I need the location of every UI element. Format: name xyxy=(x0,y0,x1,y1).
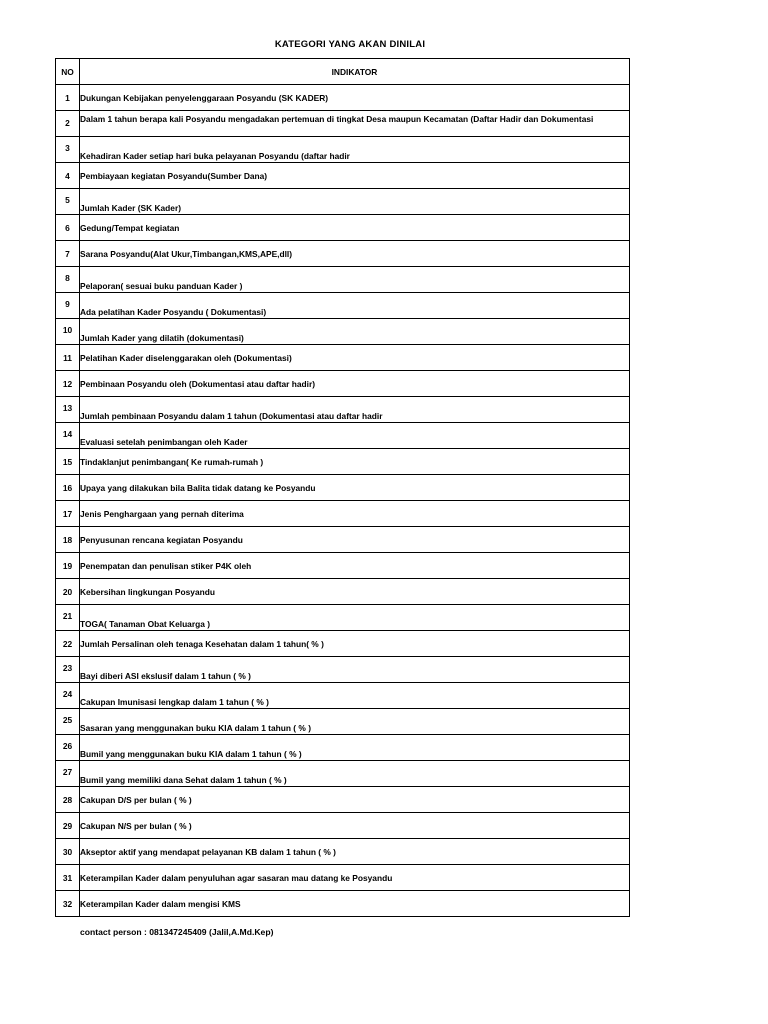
row-indicator: Pembiayaan kegiatan Posyandu(Sumber Dana) xyxy=(80,163,630,189)
table-row xyxy=(56,501,630,527)
row-indicator: Penyusunan rencana kegiatan Posyandu xyxy=(80,527,630,553)
row-indicator: Jumlah Persalinan oleh tenaga Kesehatan dalam 1 tahun( % ) xyxy=(80,631,630,657)
table-row xyxy=(56,813,630,839)
row-number: 9 xyxy=(56,293,80,319)
row-indicator: Kehadiran Kader setiap hari buka pelayanan Posyandu (daftar hadir xyxy=(80,137,630,163)
row-number: 7 xyxy=(56,241,80,267)
row-number: 1 xyxy=(56,85,80,111)
row-indicator: Ada pelatihan Kader Posyandu ( Dokumentasi) xyxy=(80,293,630,319)
row-indicator: Evaluasi setelah penimbangan oleh Kader xyxy=(80,423,630,449)
table-row xyxy=(56,215,630,241)
table-row xyxy=(56,735,630,761)
table-row xyxy=(56,137,630,163)
table-row xyxy=(56,449,630,475)
document-title: KATEGORI YANG AKAN DINILAI xyxy=(274,39,426,50)
row-number: 28 xyxy=(56,787,80,813)
row-indicator: Bumil yang memiliki dana Sehat dalam 1 tahun ( % ) xyxy=(80,761,630,787)
table-row xyxy=(56,683,630,709)
row-indicator: Bayi diberi ASI ekslusif dalam 1 tahun ( % ) xyxy=(80,657,630,683)
table-row xyxy=(56,345,630,371)
row-indicator: Sasaran yang menggunakan buku KIA dalam 1 tahun ( % ) xyxy=(80,709,630,735)
row-indicator: Sarana Posyandu(Alat Ukur,Timbangan,KMS,APE,dll) xyxy=(80,241,630,267)
row-indicator: TOGA( Tanaman Obat Keluarga ) xyxy=(80,605,630,631)
contact-person: contact person : 081347245409 (Jalil,A.Md.Kep) xyxy=(80,927,274,937)
row-number: 24 xyxy=(56,683,80,709)
row-indicator: Tindaklanjut penimbangan( Ke rumah-rumah ) xyxy=(80,449,630,475)
row-indicator: Dukungan Kebijakan penyelenggaraan Posyandu (SK KADER) xyxy=(80,85,630,111)
table-row xyxy=(56,397,630,423)
table-row xyxy=(56,423,630,449)
row-number: 31 xyxy=(56,865,80,891)
indicator-table xyxy=(55,58,630,917)
table-row xyxy=(56,605,630,631)
row-number: 22 xyxy=(56,631,80,657)
table-row xyxy=(56,657,630,683)
row-number: 6 xyxy=(56,215,80,241)
table-row xyxy=(56,163,630,189)
row-number: 21 xyxy=(56,605,80,631)
table-row xyxy=(56,631,630,657)
row-indicator: Upaya yang dilakukan bila Balita tidak datang ke Posyandu xyxy=(80,475,630,501)
header-indikator: INDIKATOR xyxy=(80,59,630,85)
row-indicator: Cakupan N/S per bulan ( % ) xyxy=(80,813,630,839)
row-indicator: Dalam 1 tahun berapa kali Posyandu mengadakan pertemuan di tingkat Desa maupun Kecamatan (Daftar Hadir dan Dokumentasi xyxy=(80,111,630,137)
row-number: 10 xyxy=(56,319,80,345)
row-number: 13 xyxy=(56,397,80,423)
table-header-row xyxy=(56,59,630,85)
header-no: NO xyxy=(56,59,80,85)
row-number: 2 xyxy=(56,111,80,137)
row-number: 30 xyxy=(56,839,80,865)
table-row xyxy=(56,371,630,397)
table-row xyxy=(56,553,630,579)
row-indicator: Pembinaan Posyandu oleh (Dokumentasi atau daftar hadir) xyxy=(80,371,630,397)
row-number: 5 xyxy=(56,189,80,215)
row-number: 32 xyxy=(56,891,80,917)
table-row xyxy=(56,891,630,917)
row-indicator: Akseptor aktif yang mendapat pelayanan KB dalam 1 tahun ( % ) xyxy=(80,839,630,865)
table-row xyxy=(56,527,630,553)
row-indicator: Penempatan dan penulisan stiker P4K oleh xyxy=(80,553,630,579)
row-indicator: Keterampilan Kader dalam penyuluhan agar sasaran mau datang ke Posyandu xyxy=(80,865,630,891)
table-row xyxy=(56,85,630,111)
table-row xyxy=(56,293,630,319)
row-number: 18 xyxy=(56,527,80,553)
table-row xyxy=(56,241,630,267)
row-number: 17 xyxy=(56,501,80,527)
row-number: 15 xyxy=(56,449,80,475)
table-row xyxy=(56,111,630,137)
row-number: 20 xyxy=(56,579,80,605)
table-row xyxy=(56,709,630,735)
table-row xyxy=(56,787,630,813)
row-indicator: Jumlah pembinaan Posyandu dalam 1 tahun (Dokumentasi atau daftar hadir xyxy=(80,397,630,423)
table-row xyxy=(56,475,630,501)
row-number: 19 xyxy=(56,553,80,579)
row-number: 23 xyxy=(56,657,80,683)
row-indicator: Pelatihan Kader diselenggarakan oleh (Dokumentasi) xyxy=(80,345,630,371)
row-number: 4 xyxy=(56,163,80,189)
row-number: 3 xyxy=(56,137,80,163)
row-number: 25 xyxy=(56,709,80,735)
row-indicator: Cakupan D/S per bulan ( % ) xyxy=(80,787,630,813)
table-row xyxy=(56,839,630,865)
row-number: 27 xyxy=(56,761,80,787)
row-indicator: Jumlah Kader yang dilatih (dokumentasi) xyxy=(80,319,630,345)
row-number: 16 xyxy=(56,475,80,501)
table-row xyxy=(56,189,630,215)
row-indicator: Keterampilan Kader dalam mengisi KMS xyxy=(80,891,630,917)
row-number: 11 xyxy=(56,345,80,371)
table-row xyxy=(56,761,630,787)
row-number: 29 xyxy=(56,813,80,839)
row-indicator: Gedung/Tempat kegiatan xyxy=(80,215,630,241)
row-indicator: Cakupan Imunisasi lengkap dalam 1 tahun ( % ) xyxy=(80,683,630,709)
row-indicator: Pelaporan( sesuai buku panduan Kader ) xyxy=(80,267,630,293)
table-row xyxy=(56,579,630,605)
table-row xyxy=(56,319,630,345)
row-number: 14 xyxy=(56,423,80,449)
row-indicator: Jumlah Kader (SK Kader) xyxy=(80,189,630,215)
row-indicator: Bumil yang menggunakan buku KIA dalam 1 tahun ( % ) xyxy=(80,735,630,761)
row-indicator: Kebersihan lingkungan Posyandu xyxy=(80,579,630,605)
row-number: 12 xyxy=(56,371,80,397)
row-number: 26 xyxy=(56,735,80,761)
row-indicator: Jenis Penghargaan yang pernah diterima xyxy=(80,501,630,527)
table-row xyxy=(56,267,630,293)
row-number: 8 xyxy=(56,267,80,293)
table-body xyxy=(56,85,630,917)
table-row xyxy=(56,865,630,891)
